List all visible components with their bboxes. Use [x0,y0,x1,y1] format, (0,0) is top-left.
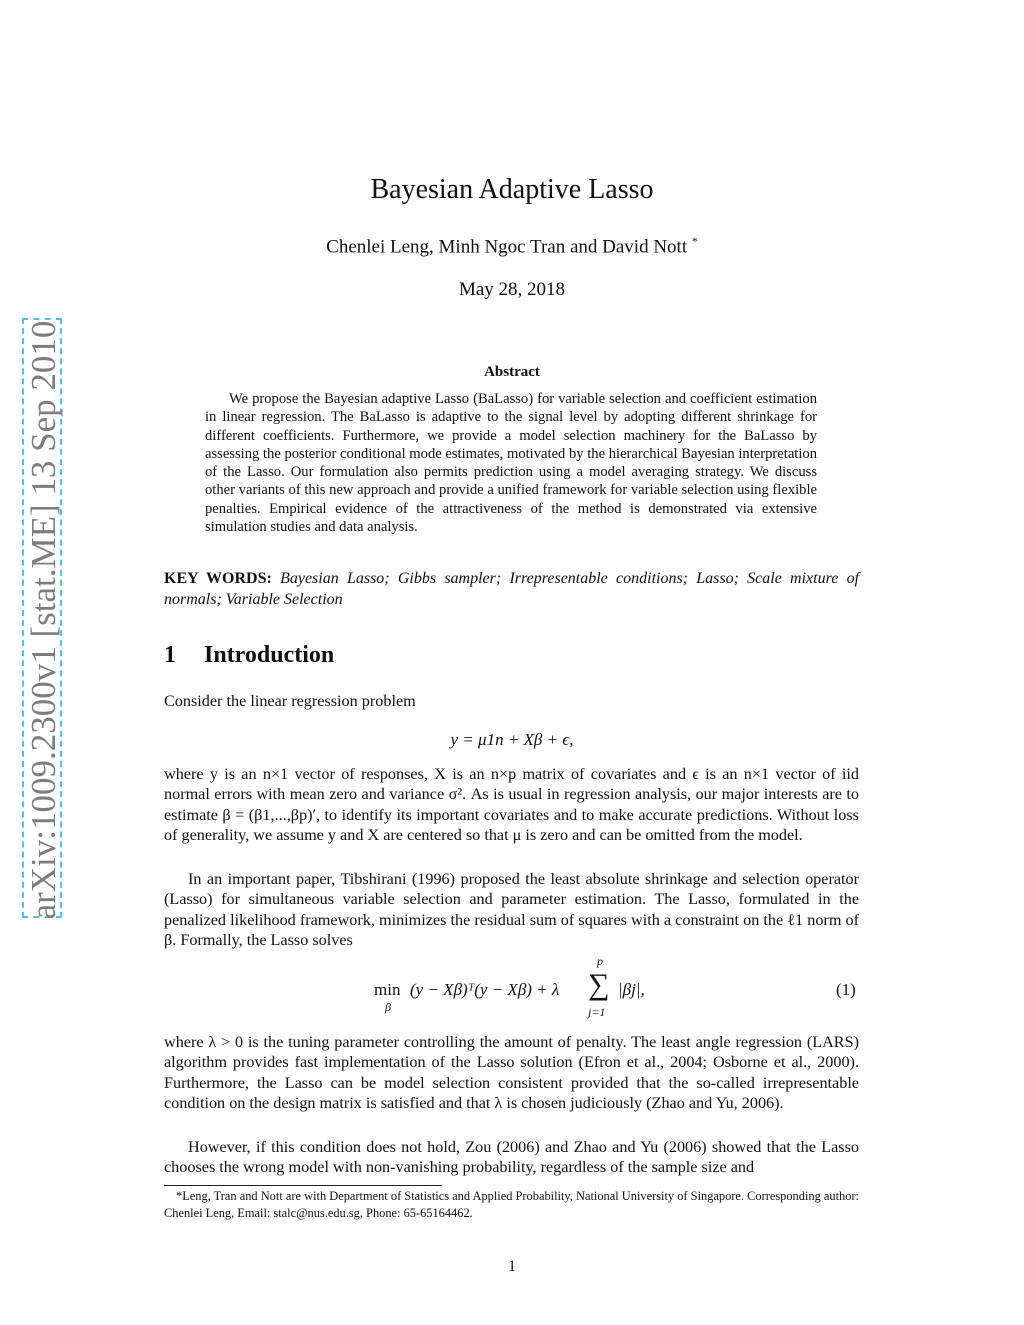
author-footnote-mark[interactable]: * [691,234,698,248]
paragraph-condition: However, if this condition does not hold, Zou (2006) and Zhao and Yu (2006) showed that the Lasso chooses the wrong model with non-vanishing probability, regardless of the sample size and [164,1138,859,1177]
eq-penalty-term: |βj|, [618,980,645,999]
paragraph-lasso-intro: In an important paper, Tibshirani (1996) proposed the least absolute shrinkage and selection operator (Lasso) for simultaneous variable selection and parameter estimation. The Lasso, formulated in the penalized likelihood framework, minimizes the residual sum of squares with a constraint on the ℓ1 norm of β. Formally, the Lasso solves [164,870,859,949]
abstract-heading: Abstract [484,364,540,380]
eq-min-subscript: β [385,1000,391,1014]
keywords-list: Bayesian Lasso; Gibbs sampler; Irrepresentable conditions; Lasso; Scale mixture of normals; Variable Selection [164,570,860,608]
author-line [0,234,1024,258]
eq-sum-symbol: ∑ [588,968,610,1001]
section-title: Introduction [204,642,335,668]
equation-number: (1) [836,980,856,999]
page-number: 1 [508,1258,516,1275]
paper-title: Bayesian Adaptive Lasso [370,174,654,205]
eq-objective: (y − Xβ)ᵀ(y − Xβ) + λ [410,980,560,999]
keywords-label: KEY WORDS: [164,570,272,587]
eq-min-operator: min [374,980,401,999]
footnote-divider [164,1185,442,1186]
arxiv-stamp-text: arXiv:1009.2300v1 [stat.ME] 13 Sep 2010 [24,320,63,920]
paragraph-regression-intro: Consider the linear regression problem [164,692,416,710]
arxiv-stamp [22,318,62,918]
section-number: 1 [164,642,176,668]
footnote-affiliation: *Leng, Tran and Nott are with Department of Statistics and Applied Probability, National University of Singapore. Corresponding author: Chenlei Leng, Email: stalc@nus.edu.sg, Phone: 65-65164462. [164,1189,859,1220]
abstract-text: We propose the Bayesian adaptive Lasso (BaLasso) for variable selection and coefficient estimation in linear regression. The BaLasso is adaptive to the signal level by adopting different shrinkage for different coefficients. Furthermore, we provide a model selection machinery for the BaLasso by assessing the posterior conditional mode estimates, motivated by the hierarchical Bayesian interpretation of the Lasso. Our formulation also permits prediction using a model averaging strategy. We discuss other variants of this new approach and provide a unified framework for variable selection using flexible penalties. Empirical evidence of the attractiveness of the method is demonstrated via extensive simulation studies and data analysis. [205,391,817,536]
paragraph-notation: where y is an n×1 vector of responses, X is an n×p matrix of covariates and ϵ is an n×1 vector of iid normal errors with mean zero and variance σ². As is usual in regression analysis, our major interests are to estimate β = (β1,...,βp)′, to identify its important covariates and to make accurate predictions. Without loss of generality, we assume y and X are centered so that μ is zero and can be omitted from the model. [164,765,859,844]
author-names: Chenlei Leng, Minh Ngoc Tran and David Nott [326,236,688,258]
section-heading [164,642,334,669]
eq-sum-upper: p [597,954,603,968]
equation-model: y = μ1n + Xβ + ϵ, [450,730,574,749]
paper-date: May 28, 2018 [458,279,566,300]
equation-lasso [374,954,674,1020]
keywords [164,569,859,610]
paragraph-tuning: where λ > 0 is the tuning parameter controlling the amount of penalty. The least angle regression (LARS) algorithm provides fast implementation of the Lasso solution (Efron et al., 2004; Osborne et al., 2000). Furthermore, the Lasso can be model selection consistent provided that the so-called irrepresentable condition on the design matrix is satisfied and that λ is chosen judiciously (Zhao and Yu, 2006). [164,1033,859,1112]
eq-sum-lower: j=1 [588,1005,606,1019]
